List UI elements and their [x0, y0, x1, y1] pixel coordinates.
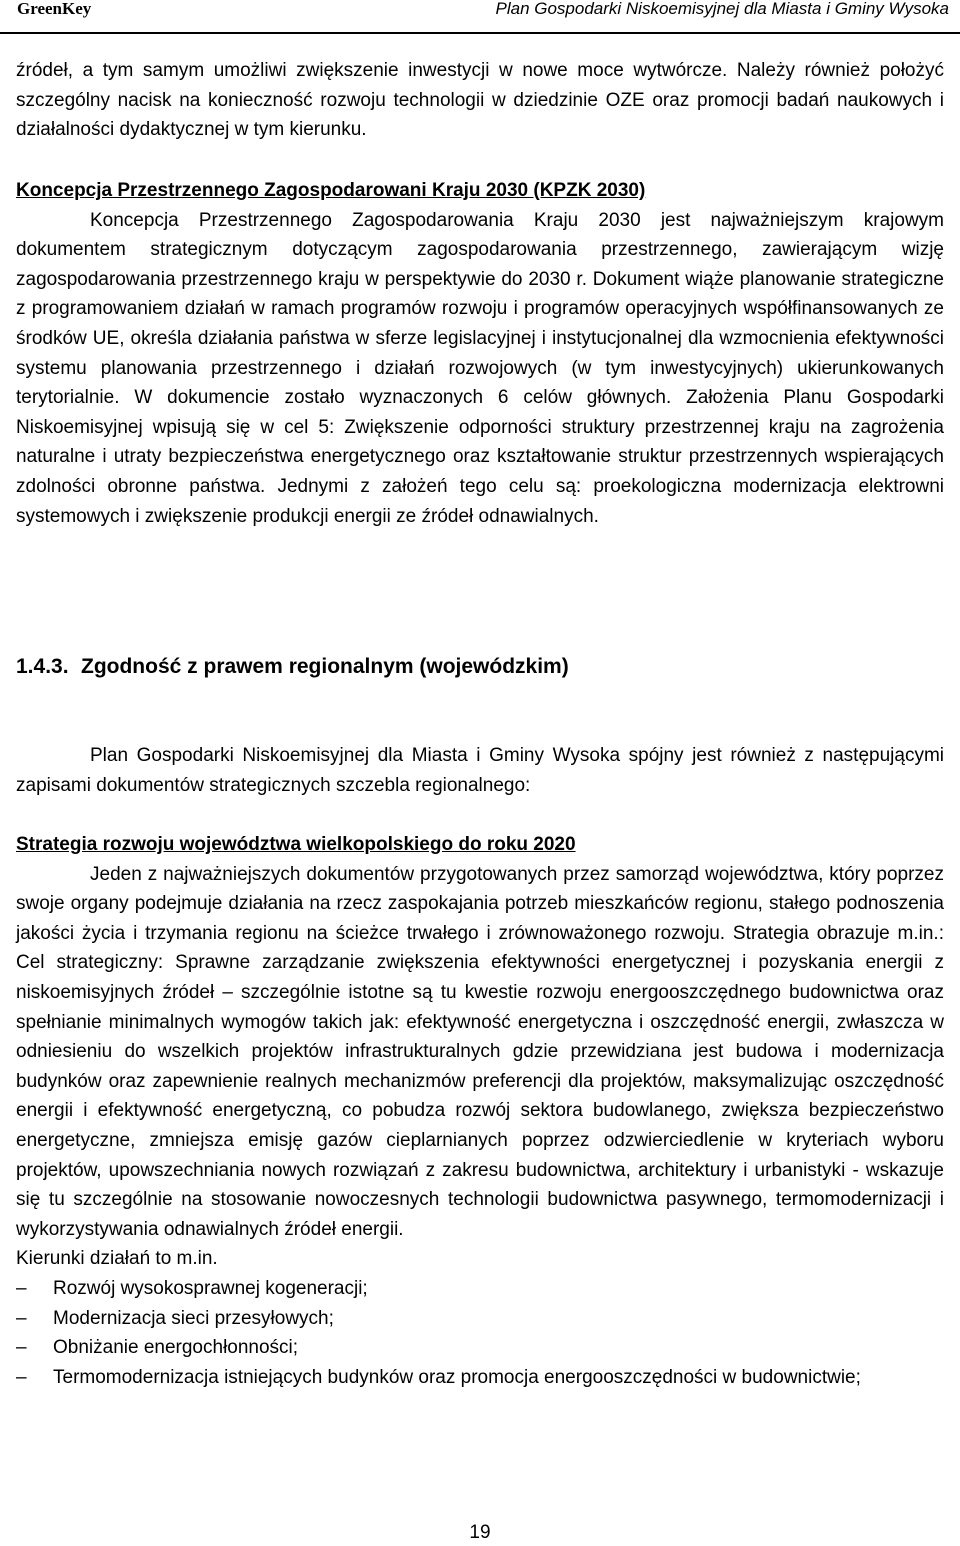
dash-bullet: – [16, 1366, 27, 1388]
page-number: 19 [469, 1522, 491, 1543]
strategy-heading: Strategia rozwoju województwa wielkopolskiego do roku 2020 [16, 834, 576, 855]
list-item: – Modernizacja sieci przesyłowych; [16, 1304, 944, 1334]
greenkey-logo: GreenKey [17, 0, 92, 18]
header-title: Plan Gospodarki Niskoemisyjnej dla Miasta i Gminy Wysoka [495, 0, 949, 18]
intro-block [16, 56, 944, 145]
dash-bullet: – [16, 1337, 27, 1359]
section-title: Zgodność z prawem regionalnym (wojewódzkim) [81, 655, 569, 678]
dash-bullet: – [16, 1307, 27, 1329]
dash-bullet: – [16, 1277, 27, 1299]
regional-intro-block [16, 741, 944, 800]
kpzk-heading: Koncepcja Przestrzennego Zagospodarowani Kraju 2030 (KPZK 2030) [16, 180, 646, 201]
page-header [0, 0, 960, 34]
strategy-block [16, 830, 944, 1392]
directions-list [16, 1274, 944, 1392]
list-item: – Obniżanie energochłonności; [16, 1333, 944, 1363]
intro-paragraph: źródeł, a tym samym umożliwi zwiększenie inwestycji w nowe moce wytwórcze. Należy również położyć szczególny nacisk na konieczność rozwoju technologii w dziedzinie OZE oraz promocji badań naukowych i działalności dydaktycznej w tym kierunku. [16, 60, 944, 141]
list-item: – Rozwój wysokosprawnej kogeneracji; [16, 1274, 944, 1304]
section-heading [16, 654, 944, 680]
strategy-body: Jeden z najważniejszych dokumentów przygotowanych przez samorząd województwa, który poprzez swoje organy podejmuje działania na rzecz zaspokajania potrzeb mieszkańców regionu, stałego podnoszenia jakości życia i trzymania regionu na ścieżce trwałego i zrównoważonego rozwoju. Strategia obrazuje m.in.: Cel strategiczny: Sprawne zarządzanie zwiększenia efektywności energetycznej i pozyskania energii z niskoemisyjnych źródeł – szczególnie istotne są tu kwestie rozwoju energooszczędnego budownictwa oraz spełnianie minimalnych wymogów takich jak: efektywność energetyczna i oszczędność energii, zwłaszcza w odniesieniu do wszelkich projektów infrastrukturalnych gdzie przewidziana jest budowa i modernizacja budynków oraz zapewnienie realnych mechanizmów preferencji dla projektów, maksymalizując oszczędność energii i efektywność energetyczną, co pobudza rozwój sektora budowlanego, zwiększa bezpieczeństwo energetyczne, zmniejsza emisję gazów cieplarnianych poprzez odzwierciedlenie w kryteriach wyboru projektów, upowszechniania nowych rozwiązań z zakresu budownictwa, architektury i urbanistyki - wskazuje się tu szczególnie na stosowanie nowoczesnych technologii budownictwa pasywnego, termomodernizacji i wykorzystywania odnawialnych źródeł energii. [16, 863, 944, 1240]
list-item: – Termomodernizacja istniejących budynków oraz promocja energooszczędności w budownictwie; [16, 1363, 944, 1393]
regional-intro: Plan Gospodarki Niskoemisyjnej dla Miasta i Gminy Wysoka spójny jest również z następującymi zapisami dokumentów strategicznych szczebla regionalnego: [16, 745, 944, 796]
kpzk-block [16, 176, 944, 531]
kpzk-body: Koncepcja Przestrzennego Zagospodarowania Kraju 2030 jest najważniejszym krajowym dokumentem strategicznym dotyczącym zagospodarowania przestrzennego, zawierającym wizję zagospodarowania przestrzennego kraju w perspektywie do 2030 r. Dokument wiąże planowanie strategiczne z programowaniem działań w ramach programów rozwoju i programów operacyjnych współfinansowanych ze środków UE, określa działania państwa w sferze legislacyjnej i instytucjonalnej dla wzmocnienia efektywności systemu planowania przestrzennego i działań rozwojowych (w tym inwestycyjnych) ukierunkowanych terytorialnie. W dokumencie zostało wyznaczonych 6 celów głównych. Założenia Planu Gospodarki Niskoemisyjnej wpisują się w cel 5: Zwiększenie odporności struktury przestrzennej kraju na zagrożenia naturalne i utraty bezpieczeństwa energetycznego oraz kształtowanie struktur przestrzennych wspierających zdolności obronne państwa. Jednymi z założeń tego celu są: proekologiczna modernizacja elektrowni systemowych i zwiększenie produkcji energii ze źródeł odnawialnych. [16, 209, 944, 527]
section-number: 1.4.3. [16, 655, 69, 678]
directions-label: Kierunki działań to m.in. [16, 1248, 218, 1270]
